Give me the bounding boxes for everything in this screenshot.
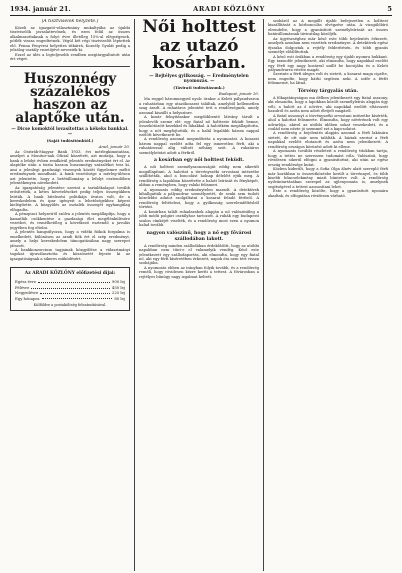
column-1 [10, 19, 130, 571]
leader-dots [38, 279, 110, 283]
source-line: (Távirati tudósításunk.) [173, 85, 225, 91]
paragraph: A pénzpiaci helyzetről szólva a jelentés megállapítja, hogy a kamatláb csökkentése a gazdasági élet megélénkülésére vezethet, és remélhetőleg a következő esztendő a javulás jegyében fog eltelni. [10, 212, 130, 230]
paragraph: A főkapitányságon ma délben jelentkezett egy fiatal asszony, aki elmondta, hogy a lapokban közölt személyleírás alapján úgy véli, a halott az ő nővére, aki napokkal ezelőtt eltávozott hazulról és azóta nem adott életjelt magáról. [268, 95, 388, 114]
price-label: Negyedévre [15, 290, 39, 296]
leader-dots [31, 285, 110, 289]
price-label: Egy hónapra [15, 295, 40, 301]
paragraph: A fiatal asszonyt a törvényszéki orvostani intézetbe kísérték, ahol a halottat felismerte. Elmondta, hogy nővérének volt egy udvarlója, akivel az utóbbi időben sokat veszekedett, és a család nem nézte jó szemmel ezt a kapcsolatot. [268, 113, 388, 131]
column-divider [263, 19, 264, 571]
paragraph: Közeli az igazgató-választmány mukaltyába az újabbi tisztviselők javaslattevőnek, és ezen felül az összes alkalmazottaknak a folyó évre illetőleg 15%-al elégségesek, pótlék vissza engedtetnek. Végül két régi tisztviselőt léptettek elő. Fenna Fenyvesi helyettes titkárrá, Kozsély Gyulát pedig a jelzálog-osztály vezetőjévé nevezték ki. [10, 26, 130, 53]
dateline: Budapest, január 20. [218, 91, 259, 97]
paragraph: A késő esti órákban a rendőrség egy újabb nyomra bukkant. Egy taxisofőr jelentkezett, aki elmondta, hogy napokkal ezelőtt egy férfi egy nagy kosárral szállt be kocsijába és a Keleti pályaudvarra vitette magát. [268, 54, 388, 72]
subscription-note: Külföldre a postaköltség felszámításával. [33, 302, 107, 307]
column-divider [134, 19, 135, 571]
price-label: Egész évre [15, 279, 37, 285]
section-heading-ital: (A tisztviselők helyzete.) [41, 19, 99, 24]
paragraph: Ma reggel háromnegyed nyolc órakor a Keleti pályaudvaron a ruhatárban egy utazókosarat találtak, amelyből kellemetlen szag áradt. A ruhatáros jelentést tett a rendőrségnek, amely azonnal kiszállt a helyszínre. [139, 97, 259, 115]
price-value: 80 lej [114, 295, 125, 301]
paragraph: A bankkonzorcium tagjainak közgyűlése a választmányi tagokat újraválasztotta és köszönetét fejezte ki az igazgatóságnak a sikeres működésért. [10, 248, 130, 261]
column-3 [268, 19, 388, 571]
price-value: 450 lej [111, 284, 125, 290]
paragraph: A rendőrség a bejelentés alapján azonnal a férfi lakására sietett, de ott már nem találták. A háziak szerint a férfi napokkal ezelőtt elutazott és azóta nem jelentkezett. A rendőrség országos körözést adott ki ellene. [268, 131, 388, 149]
leader-dots [42, 296, 113, 300]
paragraph: Ezzel az ülés a legteljesebb rendben megtárgyaltatott után ért véget. [10, 52, 130, 62]
subheadline: — Dicse komoktól lovasítottas a kékeks bankkal. — [11, 126, 129, 137]
section-heading: Törvény tárgyalás után. [297, 88, 359, 94]
page-number: 5 [387, 5, 392, 13]
headline-line-2: az utazó kosárban. [152, 36, 246, 73]
paragraph: A jelentés hangsúlyozza, hogy a vidéki fiókok forgalma is emelkedett, különösen az aradi fiók ért el szép eredményt, amely a helyi kereskedelem támogatásában nagy szerepet játszott. [10, 230, 130, 248]
section-heading: nagyon valószínű, hogy a nő egy fővárosi szállodában lakott. [146, 230, 252, 242]
masthead [10, 5, 392, 16]
price-value: 900 lej [111, 279, 125, 285]
subheadline: — Rejtélyes gyilkosság. — Eredménytelen nyomozás. — [149, 74, 249, 85]
paragraph: A nyomozás ebben az irányban folyik tovább, és a rendőrség reméli, hogy rövidesen kézre keríti a tettest. A fővárosban a rejtélyes bűnügy nagy izgalmat keltett. [139, 265, 259, 279]
columns [10, 19, 392, 571]
section-heading: a kosárban egy női holttest feküdt. [153, 158, 245, 164]
paragraph: Szerinte a férfi ideges volt és sietett, a kosarat maga cipelte, nem engedte, hogy bárki segítsen neki. A sofőr a férfit felismerné, ha látná. [268, 72, 388, 86]
paragraph: A rendőrség azonnal megindította a nyomozást. A kosarat három nappal ezelőtt adta fel egy ismeretlen férfi, aki a ruhatárossal alig váltott néhány szót. A ruhatáros személyleírást adott a férfiról. [139, 137, 259, 155]
subscription-title: Az ARADI KÖZLÖNY előfizetési díjai: [24, 271, 116, 277]
paragraph: Az igazgatóság jelentése szerint a tartalékalapot tovább erősítették, a kétes követeléseket pedig teljes összegükben leírták. A bank hitelezési politikája óvatos volt, de a kereskedelem és ipar igényeit a lehetőségekhez képest kielégítette. A közgyűlés az osztalék összegét egyhangúlag elfogadta. [10, 185, 130, 212]
headline: Huszonnégy százalékos haszon az alaptőke után. [15, 70, 125, 126]
price-label: Félévre [15, 284, 30, 290]
divider [10, 66, 130, 67]
paragraph: A nyomozás eddig eredménytelen maradt. A detektívek kihallgatták a pályaudvar személyzetét, de senki sem tudott közelebbi adatot szolgáltatni a kosarat feladó férfiról. A rendőrség feltételezi, hogy a gyilkosság szerelemféltésből történt. [139, 187, 259, 210]
source-line: (Saját tudósítónktól.) [46, 138, 94, 144]
paragraph: A női holttest személyazonosságát eddig nem sikerült megállapítani. A halottat a törvényszéki orvostani intézetbe szállították, ahol a boncolást holnap délelőtt ejtik meg. A rendőrség a lapokban közzétette a halott leírását és fényképét, abban a reményben, hogy valaki felismeri. [139, 165, 259, 188]
paragraph: Az Osztrák-Magyar Bank 1933. évi mérlegkimutatása, amelyet a Monitor-nak Oficial közzétett, azt mutatja, hogy a bank a lefolyt évben rendkívül jelentős eredményeket ért el. Az alaptőke után a tiszta haszon huszonnégy százalékot tesz ki, ami a jelenlegi gazdasági viszonyok között figyelemre méltó eredménynek mondható. A bank vezetősége a mérleg-ülésen azt jelentette, hogy a betétállomány a lefolyt esztendőben jelentékenyen növekedett. [10, 150, 130, 186]
subscription-box [10, 267, 130, 311]
paragraph: Este a rendőrség közölte, hogy a gyanúsított nyomára akadtak, és elfogatása rövidesen várható. [268, 189, 388, 198]
price-value: 225 lej [111, 290, 125, 296]
paragraph: szobáról az A megállt újabb befejezetlen a holttest kiszállítását a kórboncolás elvégzése után. A vizsgálóbíró elrendelte, hogy a gyanúsított személyleírását az összes határállomásnak táviratilag közöljék. [268, 19, 388, 37]
price-row [15, 296, 125, 301]
paragraph: A kosár felnyitásakor megdöbbentő látvány tárult a jelenlevők szeme elé: egy fiatal nő holtteste feküdt benne, összekötözött kezekkel és lábakkal. A halottkém megállapította, hogy a nőt megfojtották, és a halál legalább három nappal ezelőtt következett be. [139, 115, 259, 138]
paragraph: A nyomozás további részleteit a rendőrség titokban tartja, hogy a tettes ne szerezzen tudomást róla. Valószínű, hogy rövidesen sikerül elfogni a gyanúsítottat, aki után az egész ország rendőrsége kutat. [268, 149, 388, 167]
paper-title: ARADI KÖZLÖNY [193, 5, 265, 13]
column-2 [139, 19, 259, 571]
paragraph: Közben kiderült, hogy a Sofia Olga álnév alatt szereplő férfi már korábban is összeütközésbe került a törvénnyel, és több kisebb bűncselekmény miatt büntetve volt. A rendőrség nyilvántartásában szerepel az ujjlenyomata is, amelynek segítségével a tettest azonosítani lehet. [268, 167, 388, 189]
paragraph: A kosárban talált ruhadarabok alapján a nő valószínűleg a jobb módú polgári osztályhoz tartozott. A ruhák egy budapesti szalon címkéjét viselték, és a rendőrség most ezen a nyomon halad tovább. [139, 209, 259, 228]
dateline: Arad, január 20. [98, 144, 130, 150]
headline-line-1: Női holttest [142, 19, 256, 37]
paragraph: Az ügyészséghez már késő este több bejelentés érkezett, amelyek azonban nem vezettek eredményre. A detektívek egész éjszaka dolgoztak a rejtély felderítésén, és több gyanús személyt előállítottak. [268, 36, 388, 55]
issue-date: 1934. január 21. [10, 5, 71, 13]
paragraph: A rendőrség minden szállodában érdeklődött, hogy az utóbbi napokban nem tűnt-e el valamelyik vendég. Késő este jelentkezett egy szállodaportás, aki elmondta, hogy egy fiatal nő, aki egy férfi kíséretében érkezett, napok óta nem tért vissza szobájába. [139, 243, 259, 266]
leader-dots [40, 290, 110, 294]
